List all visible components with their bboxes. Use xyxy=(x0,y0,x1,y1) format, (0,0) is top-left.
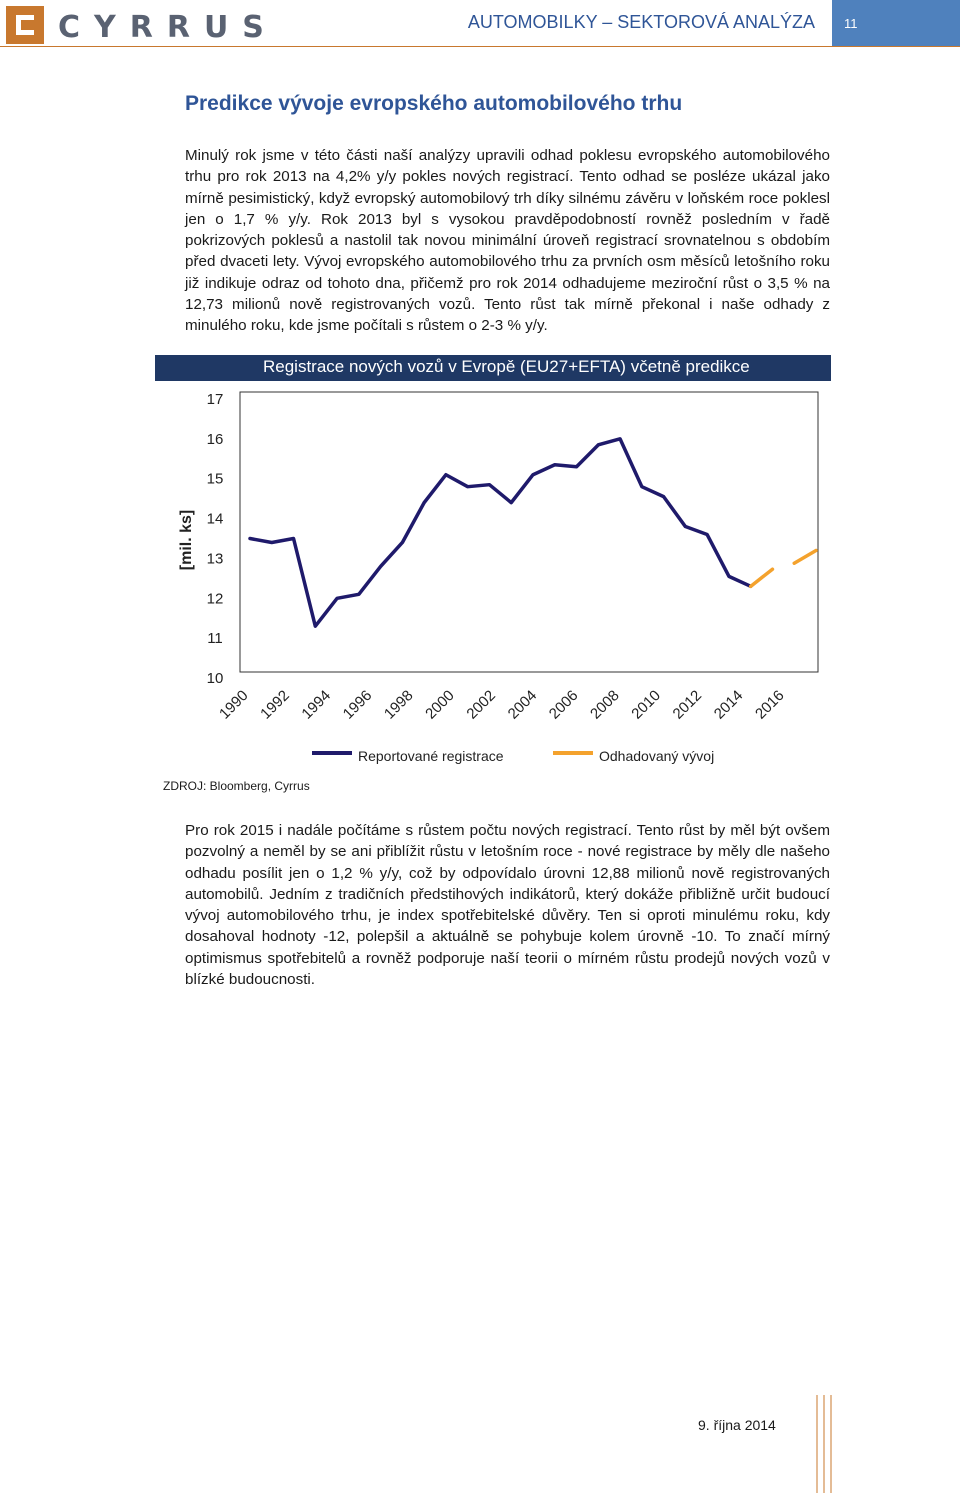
page-header xyxy=(0,0,960,50)
y-tick-label: 14 xyxy=(206,510,224,528)
x-tick-label: 2016 xyxy=(752,687,788,723)
chart-title-bar xyxy=(155,355,831,381)
x-tick-label: 2008 xyxy=(587,687,623,723)
x-tick-label: 1994 xyxy=(298,687,335,723)
x-tick-label: 2014 xyxy=(710,687,747,723)
series-line-1 xyxy=(751,569,773,586)
series-line-0 xyxy=(250,439,751,626)
x-tick-label: 2004 xyxy=(504,687,541,723)
x-tick-label: 1996 xyxy=(339,687,376,723)
legend-label: Reportované registrace xyxy=(358,748,504,764)
x-tick-label: 2012 xyxy=(669,687,706,723)
x-tick-label: 2006 xyxy=(545,687,582,723)
chart-title: Registrace nových vozů v Evropě (EU27+EFTA) včetně predikce xyxy=(263,357,750,376)
registrations-chart xyxy=(155,355,831,764)
footer-decoration xyxy=(814,1395,838,1493)
y-tick-label: 17 xyxy=(206,391,224,408)
outlook-paragraph: Pro rok 2015 i nadále počítáme s růstem počtu nových registrací. Tento růst by měl být ovšem pozvolný a neměl by se ani přiblížit růstu v letošním roce - nové registrace by měly dle našeho odhadu posílit jen o 1,2 % y/y, což by odpovídalo úrovni 12,88 milionů nově registrovaných automobilů. Jedním z tradičních předstihových indikátorů, který dokáže přibližně určit budoucí vývoj automobilového trhu, je index spotřebitelské důvěry. Ten si oproti minulému roku, kdy dosahoval hodnoty -12, polepšil a aktuálně se pohybuje kolem úrovně -10. To značí mírný optimismus spotřebitelů a rovněž podporuje naší teorii o mírném růstu prodejů nových vozů v blízké budoucnosti. xyxy=(185,822,830,989)
footer-date: 9. října 2014 xyxy=(698,1417,776,1433)
logo-mark-icon xyxy=(6,6,44,44)
x-tick-label: 2010 xyxy=(628,687,664,723)
x-tick-label: 1998 xyxy=(380,687,417,723)
y-tick-label: 10 xyxy=(206,670,224,687)
x-tick-label: 2002 xyxy=(463,687,500,723)
intro-paragraph: Minulý rok jsme v této části naší analýzy upravili odhad poklesu evropského automobilového trhu pro rok 2013 na 4,2% y/y pokles nových registrací. Tento odhad se posléze ukázal jako mírně pesimistický, když evropský automobilový trh díky silnému závěru v loňském roce poklesl jen o 1,7 % y/y. Rok 2013 byl s vysokou pravděpodobností rovněž posledním v řadě pokrizových poklesů a nastolil tak novou minimální úroveň registrací srovnatelnou s obdobím před dvaceti lety. Vývoj evropského automobilového trhu za prvních osm měsíců letošního roku již indikuje odraz od tohoto dna, přičemž pro rok 2014 odhadujeme meziroční růst o 3,5 % na 12,73 milionů nově registrovaných vozů. Tento růst tak mírně překonal i naše odhady z minulého roku, kde jsme počítali s růstem o 2-3 % y/y. xyxy=(185,147,830,335)
source-note: ZDROJ: Bloomberg, Cyrrus xyxy=(163,779,310,793)
plot-area-frame xyxy=(240,392,818,672)
section-heading: Predikce vývoje evropského automobilového trhu xyxy=(185,92,683,115)
y-tick-label: 15 xyxy=(206,470,224,488)
y-tick-label: 16 xyxy=(206,430,224,448)
logo-text: CYRRUS xyxy=(58,10,278,45)
y-axis-label: [mil. ks] xyxy=(178,509,195,571)
chart-canvas xyxy=(155,355,831,764)
x-tick-label: 2000 xyxy=(422,687,458,723)
cyrrus-logo xyxy=(6,6,278,45)
y-tick-label: 12 xyxy=(206,590,224,608)
page-number: 11 xyxy=(844,16,858,31)
header-divider xyxy=(0,46,960,47)
y-tick-label: 13 xyxy=(206,550,224,568)
y-tick-label: 11 xyxy=(207,630,223,648)
x-tick-label: 1992 xyxy=(257,687,293,723)
header-title: AUTOMOBILKY – SEKTOROVÁ ANALÝZA xyxy=(467,12,815,32)
legend-label: Odhadovaný vývoj xyxy=(599,748,715,764)
x-tick-label: 1990 xyxy=(216,687,252,723)
series-line-2 xyxy=(794,550,816,563)
page-number-badge xyxy=(832,0,960,46)
